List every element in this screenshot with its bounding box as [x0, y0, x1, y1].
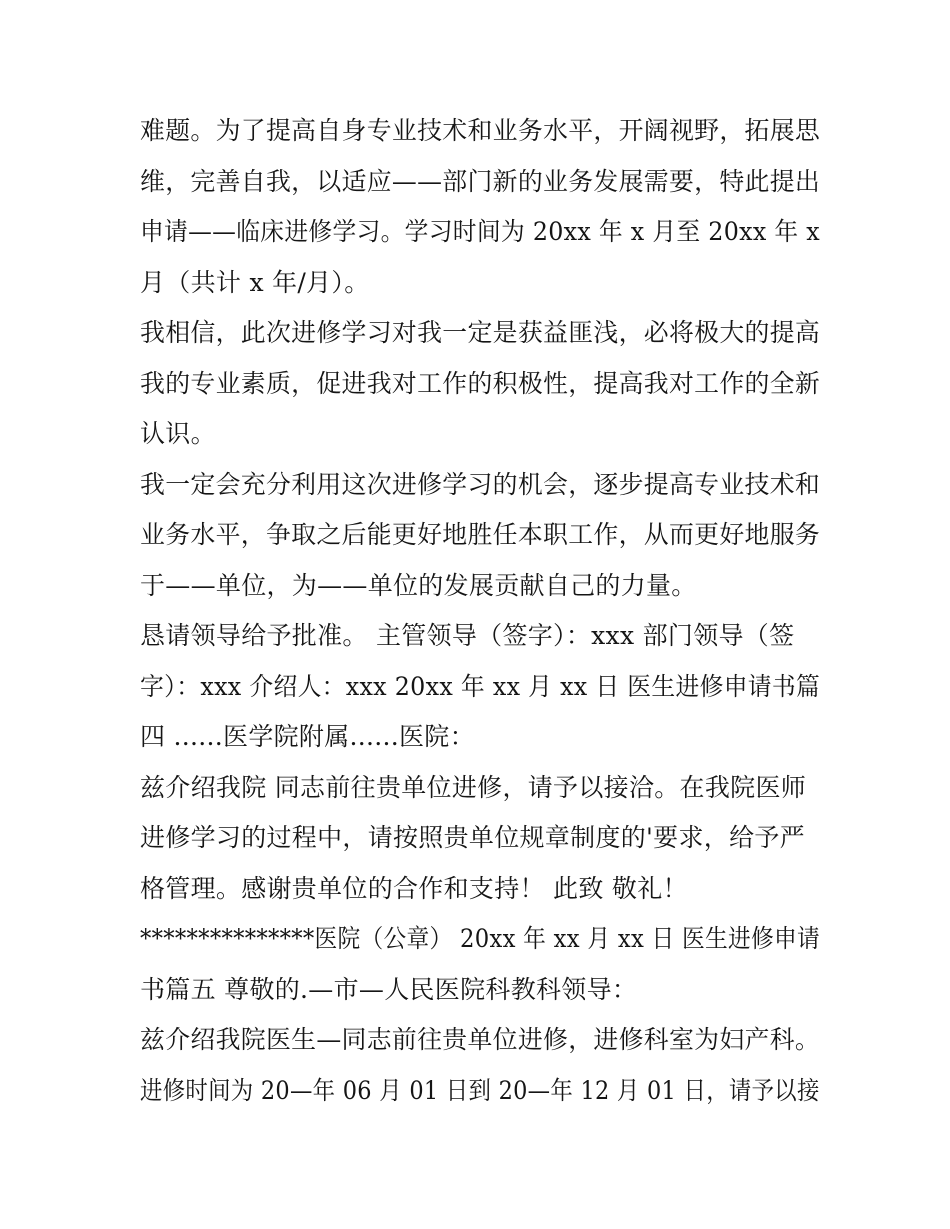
text-line: 认识。 [140, 419, 216, 448]
text-line: 恳请领导给予批准。 主管领导（签字）：xxx 部门领导（签 [140, 621, 795, 650]
text-line: 月（共计 x 年/月）。 [140, 267, 370, 297]
text-line: 申请——临床进修学习。学习时间为 20xx 年 x 月至 20xx 年 x [140, 217, 820, 246]
text-line: 进修学习的过程中，请按照贵单位规章制度的'要求，给予严 [140, 823, 805, 852]
text-line: 进修时间为 20—年 06 月 01 日到 20—年 12 月 01 日，请予以接 [140, 1075, 820, 1105]
text-line: 兹介绍我院医生—同志前往贵单位进修，进修科室为妇产科。 [140, 1025, 821, 1054]
text-line: 四 ......医学院附属......医院： [140, 722, 475, 751]
text-line: 我一定会充分利用这次进修学习的机会，逐步提高专业技术和 [140, 469, 821, 499]
text-line: 格管理。感谢贵单位的合作和支持！ 此致 敬礼！ [140, 873, 688, 903]
text-line: 字）：xxx 介绍人：xxx 20xx 年 xx 月 xx 日 医生进修申请书篇 [140, 671, 821, 701]
text-line: 业务水平，争取之后能更好地胜任本职工作，从而更好地服务 [140, 520, 821, 549]
text-line: 于——单位，为——单位的发展贡献自己的力量。 [140, 570, 697, 600]
text-line: 维，完善自我，以适应——部门新的业务发展需要，特此提出 [140, 166, 821, 196]
document-body [140, 106, 820, 1116]
text-line: 难题。为了提高自身专业技术和业务水平，开阔视野，拓展思 [140, 116, 821, 145]
text-line: 我相信，此次进修学习对我一定是获益匪浅，必将极大的提高 [140, 318, 821, 347]
text-line: 我的专业素质，促进我对工作的积极性，提高我对工作的全新 [140, 368, 821, 398]
text-line: 书篇五 尊敬的.—市—人民医院科教科领导： [140, 974, 638, 1004]
text-line: ***************医院（公章） 20xx 年 xx 月 xx 日 医生进修申请 [140, 924, 821, 953]
text-line: 兹介绍我院 同志前往贵单位进修，请予以接洽。在我院医师 [140, 772, 807, 802]
